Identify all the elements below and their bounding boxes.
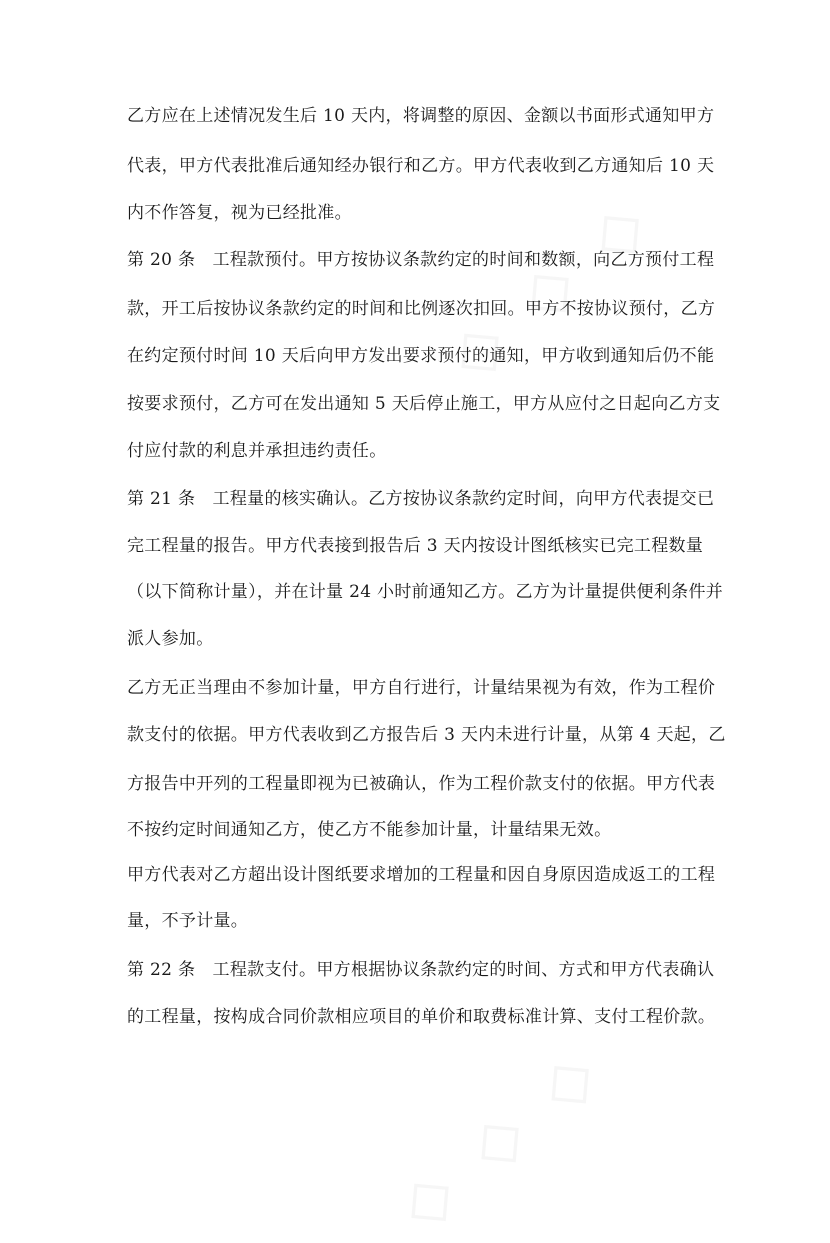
text-line: 按要求预付，乙方可在发出通知 5 天后停止施工，甲方从应付之日起向乙方支 [127,394,721,414]
text-line: 乙方无正当理由不参加计量，甲方自行进行，计量结果视为有效，作为工程价 [127,678,716,698]
text-line: 款，开工后按协议条款约定的时间和比例逐次扣回。甲方不按协议预付，乙方 [127,299,716,319]
watermark [385,1031,618,1243]
article-21-heading-line: 第 21 条 工程量的核实确认。乙方按协议条款约定时间，向甲方代表提交已 [127,489,715,509]
article-22-heading-line: 第 22 条 工程款支付。甲方根据协议条款约定的时间、方式和甲方代表确认 [127,960,715,980]
text-line: 不按约定时间通知乙方，使乙方不能参加计量，计量结果无效。 [127,820,612,840]
text-line: 款支付的依据。甲方代表收到乙方报告后 3 天内未进行计量，从第 4 天起，乙 [127,725,726,745]
text-line: 完工程量的报告。甲方代表接到报告后 3 天内按设计图纸核实已完工程数量 [127,536,704,556]
article-20-heading-line: 第 20 条 工程款预付。甲方按协议条款约定的时间和数额，向乙方预付工程 [127,250,715,270]
text-line: 代表，甲方代表批准后通知经办银行和乙方。甲方代表收到乙方通知后 10 天 [127,156,715,176]
text-line: 在约定预付时间 10 天后向甲方发出要求预付的通知，甲方收到通知后仍不能 [127,346,715,366]
text-line: 的工程量，按构成合同价款相应项目的单价和取费标准计算、支付工程价款。 [127,1007,716,1027]
text-line: 乙方应在上述情况发生后 10 天内，将调整的原因、金额以书面形式通知甲方 [127,106,715,126]
text-line: 量，不予计量。 [127,911,249,931]
text-line: 付应付款的利息并承担违约责任。 [127,441,387,461]
text-line: 方报告中开列的工程量即视为已被确认，作为工程价款支付的依据。甲方代表 [127,774,716,794]
text-line: 内不作答复，视为已经批准。 [127,203,352,223]
text-line: 甲方代表对乙方超出设计图纸要求增加的工程量和因自身原因造成返工的工程 [127,865,716,885]
text-line: 派人参加。 [127,629,214,649]
text-line: （以下简称计量），并在计量 24 小时前通知乙方。乙方为计量提供便利条件并 [127,582,724,602]
